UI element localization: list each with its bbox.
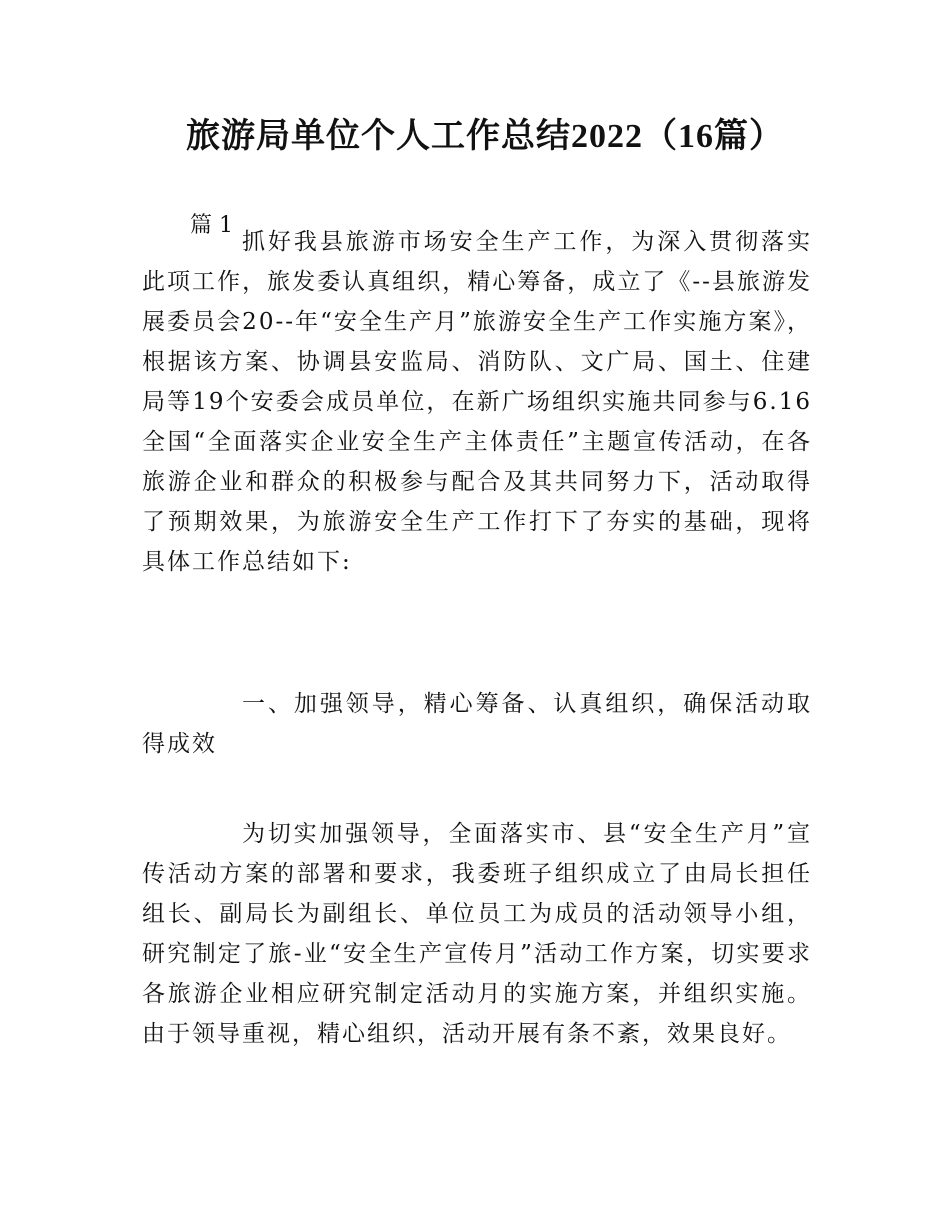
document-title: 旅游局单位个人工作总结2022（16篇）: [186, 118, 784, 155]
paragraph-leadership: 为切实加强领导，全面落实市、县“安全生产月”宣传活动方案的部署和要求，我委班子组织成立了由局长担任组长、副局长为副组长、单位员工为成员的活动领导小组，研究制定了旅-业“安全生产宣传月”活动工作方案，切实要求各旅游企业相应研究制定活动月的实施方案，并组织实施。由于领导重视，精心组织，活动开展有条不紊，效果良好。: [142, 821, 812, 1047]
paragraph-heading-one: 一、加强领导，精心筹备、认真组织，确保活动取得成效: [142, 691, 812, 757]
section-label: 篇 1: [190, 213, 233, 238]
paragraph-intro: 抓好我县旅游市场安全生产工作，为深入贯彻落实此项工作，旅发委认真组织，精心筹备，成立了《--县旅游发展委员会20--年“安全生产月”旅游安全生产工作实施方案》，根据该方案、协调县安监局、消防队、文广局、国土、住建局等19个安委会成员单位，在新广场组织实施共同参与6.16全国“全面落实企业安全生产主体责任”主题宣传活动，在各旅游企业和群众的积极参与配合及其共同努力下，活动取得了预期效果，为旅游安全生产工作打下了夯实的基础，现将具体工作总结如下:: [142, 229, 812, 575]
